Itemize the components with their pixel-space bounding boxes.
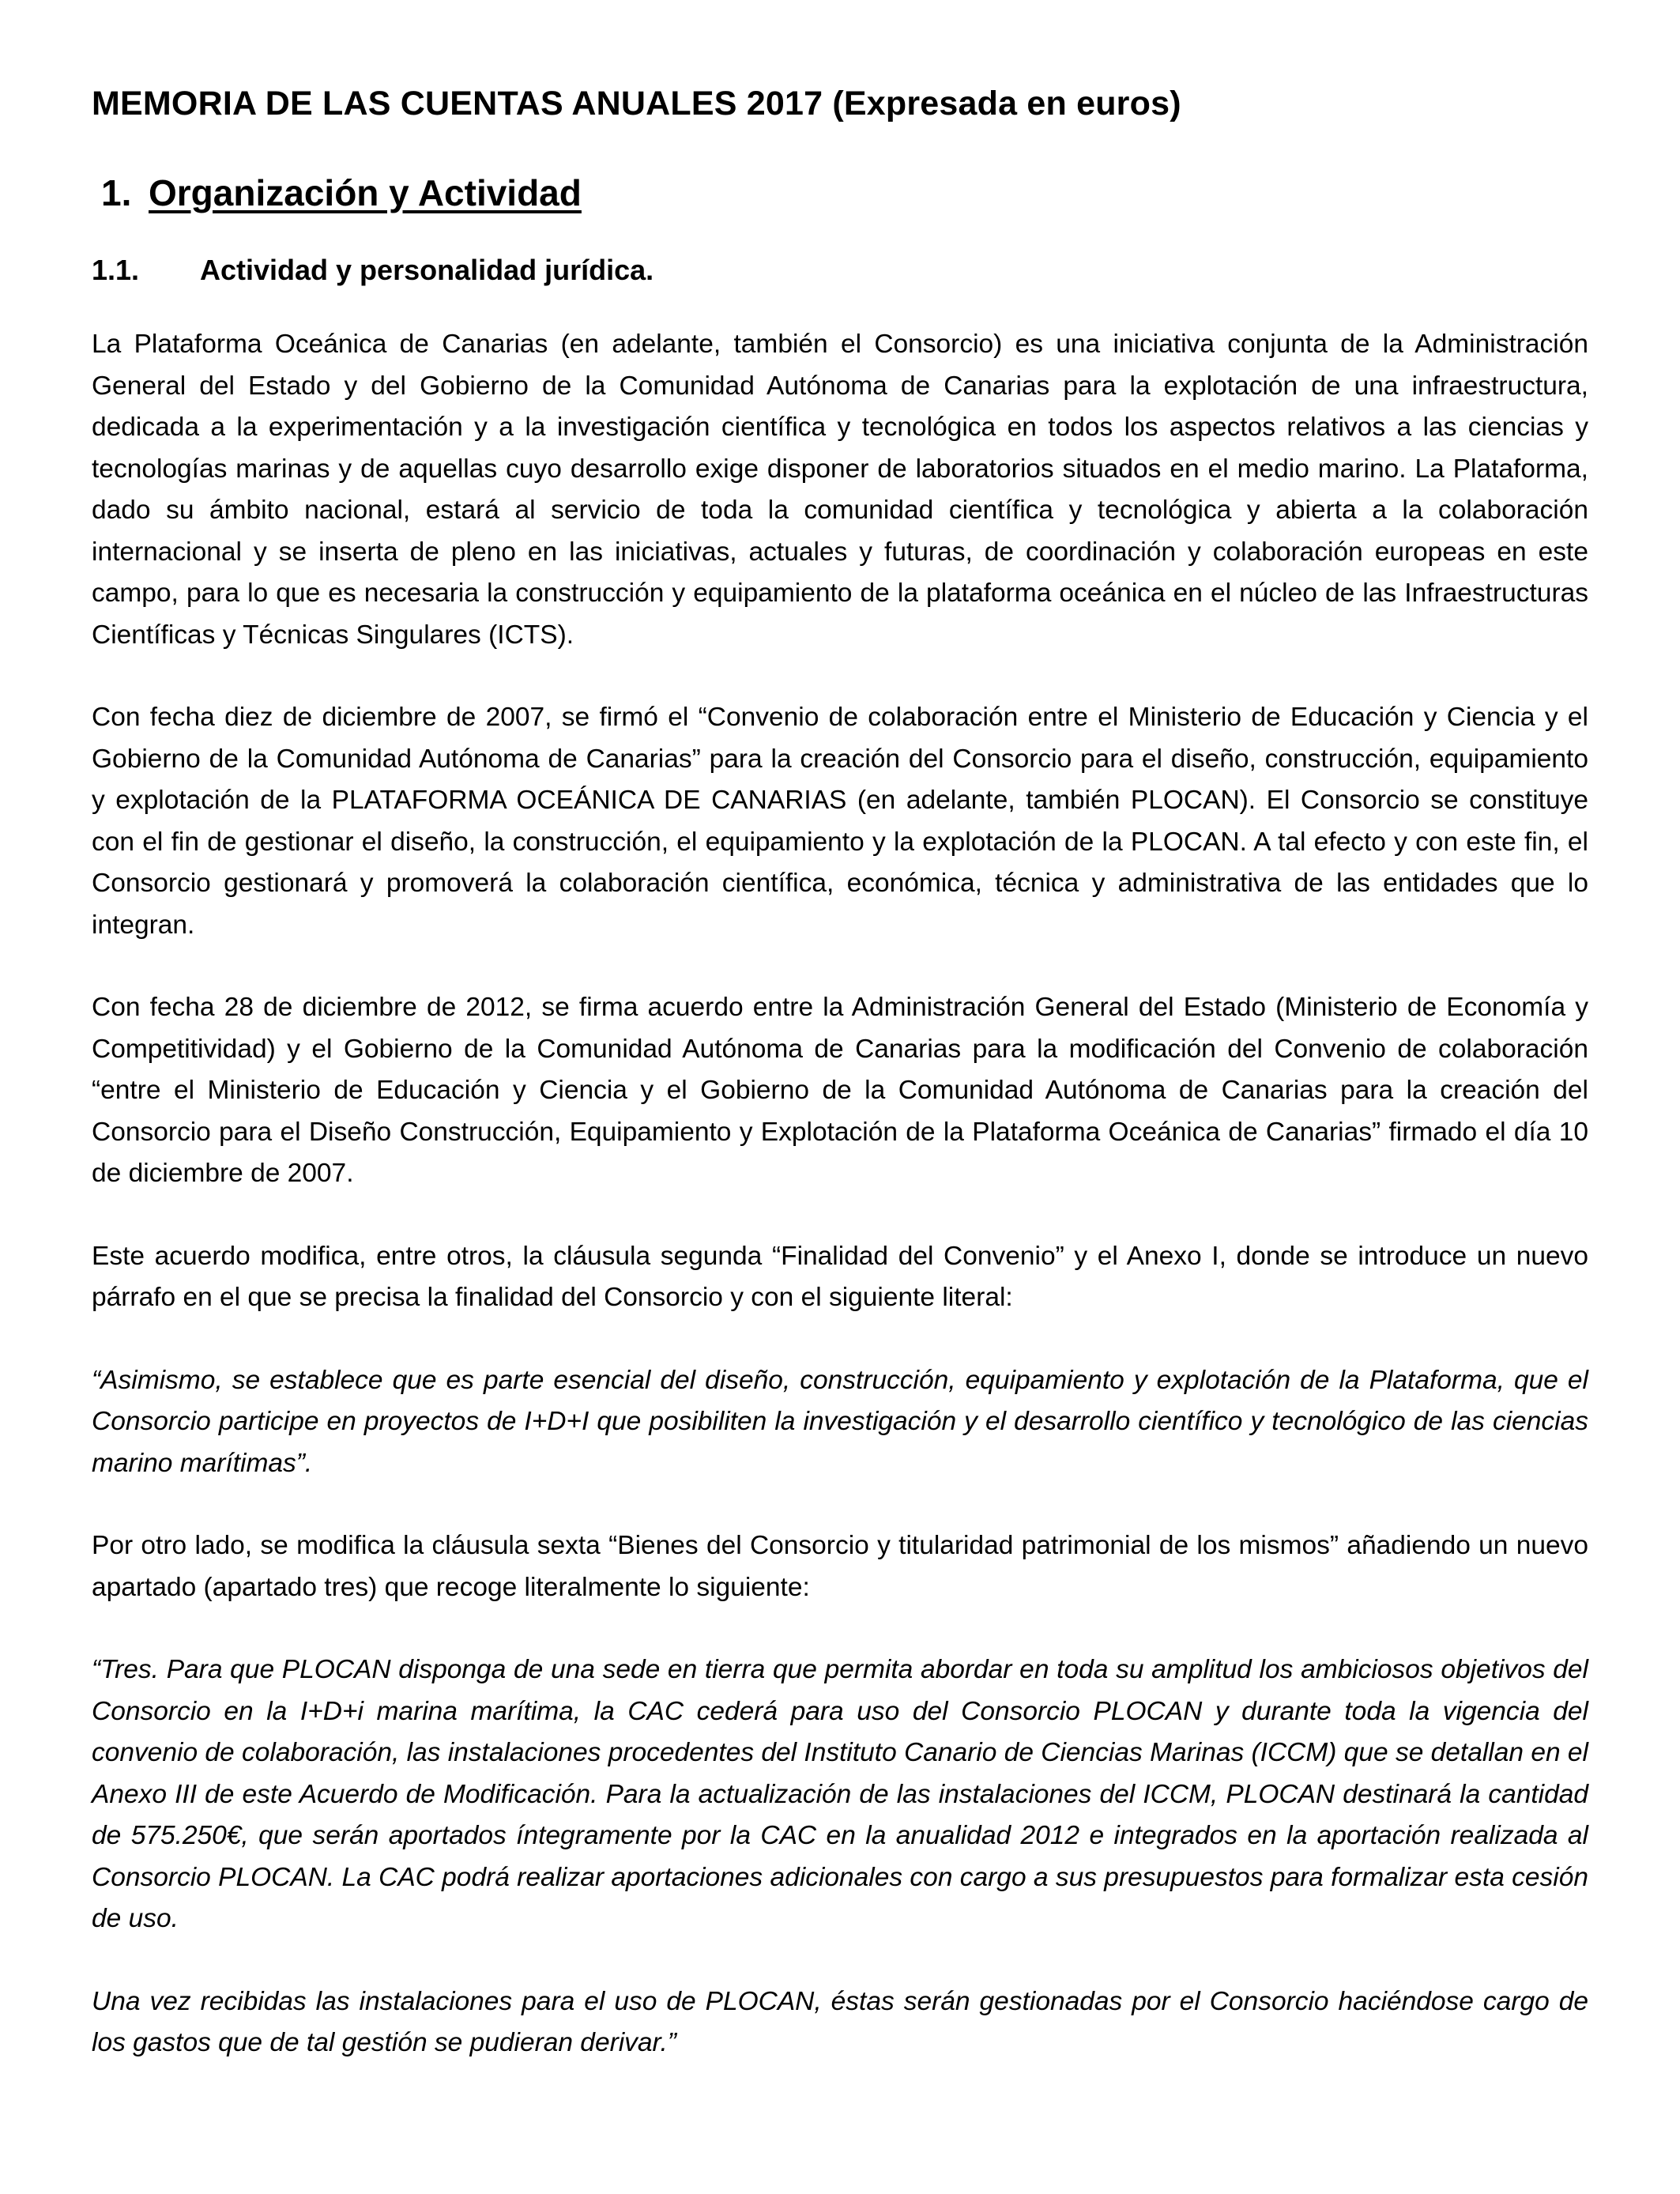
quote-finalidad: “Asimismo, se establece que es parte esencial del diseño, construcción, equipamiento y explotación de la Plataforma, que el Consorcio participe en proyectos de I+D+I que posibiliten la investigación y el desarrollo científico y tecnológico de las ciencias marino marítimas”. [92,1365,1588,1478]
subsection-heading [92,250,1588,291]
paragraph-convenio-2007: Con fecha diez de diciembre de 2007, se firmó el “Convenio de colaboración entre el Ministerio de Educación y Ciencia y el Gobierno de la Comunidad Autónoma de Canarias” para la creación del Consorcio para el diseño, construcción, equipamiento y explotación de la PLATAFORMA OCEÁNICA DE CANARIAS (en adelante, también PLOCAN). El Consorcio se constituye con el fin de gestionar el diseño, la construcción, el equipamiento y la explotación de la PLOCAN. A tal efecto y con este fin, el Consorcio gestionará y promoverá la colaboración científica, económica, técnica y administrativa de las entidades que lo integran. [92,703,1588,940]
section-heading [101,168,1588,218]
paragraph-clausula-sexta: Por otro lado, se modifica la cláusula sexta “Bienes del Consorcio y titularidad patrimonial de los mismos” añadiendo un nuevo apartado (apartado tres) que recoge literalmente lo siguiente: [92,1531,1588,1602]
paragraph-acuerdo-2012: Con fecha 28 de diciembre de 2012, se firma acuerdo entre la Administración General del Estado (Ministerio de Economía y Competitividad) y el Gobierno de la Comunidad Autónoma de Canarias para la modificación del Convenio de colaboración “entre el Ministerio de Educación y Ciencia y el Gobierno de la Comunidad Autónoma de Canarias para la creación del Consorcio para el Diseño Construcción, Equipamiento y Explotación de la Plataforma Oceánica de Canarias” firmado el día 10 de diciembre de 2007. [92,993,1588,1188]
paragraph-clausula-segunda: Este acuerdo modifica, entre otros, la cláusula segunda “Finalidad del Convenio” y el Anexo I, donde se introduce un nuevo párrafo en el que se precisa la finalidad del Consorcio y con el siguiente literal: [92,1241,1588,1312]
quote-tres: “Tres. Para que PLOCAN disponga de una sede en tierra que permita abordar en toda su amplitud los ambiciosos objetivos del Consorcio en la I+D+i marina marítima, la CAC cederá para uso del Consorcio PLOCAN y durante toda la vigencia del convenio de colaboración, las instalaciones procedentes del Instituto Canario de Ciencias Marinas (ICCM) que se detallan en el Anexo III de este Acuerdo de Modificación. Para la actualización de las instalaciones del ICCM, PLOCAN destinará la cantidad de 575.250€, que serán aportados íntegramente por la CAC en la anualidad 2012 e integrados en la aportación realizada al Consorcio PLOCAN. La CAC podrá realizar aportaciones adicionales con cargo a sus presupuestos para formalizar esta cesión de uso. [92,1655,1588,1933]
document-page [92,79,1588,2064]
subsection-title: Actividad y personalidad jurídica. [200,254,654,286]
document-title: MEMORIA DE LAS CUENTAS ANUALES 2017 (Expresada en euros) [92,85,1181,123]
subsection-number: 1.1. [92,254,140,286]
paragraph-intro: La Plataforma Oceánica de Canarias (en adelante, también el Consorcio) es una iniciativa conjunta de la Administración General del Estado y del Gobierno de la Comunidad Autónoma de Canarias para la explotación de una infraestructura, dedicada a la experimentación y a la investigación científica y tecnológica en todos los aspectos relativos a las ciencias y tecnologías marinas y de aquellas cuyo desarrollo exige disponer de laboratorios situados en el medio marino. La Plataforma, dado su ámbito nacional, estará al servicio de toda la comunidad científica y tecnológica y abierta a la colaboración internacional y se inserta de pleno en las iniciativas, actuales y futuras, de coordinación y colaboración europeas en este campo, para lo que es necesaria la construcción y equipamiento de la plataforma oceánica en el núcleo de las Infraestructuras Científicas y Técnicas Singulares (ICTS). [92,330,1588,650]
section-title: Organización y Actividad [149,172,582,213]
section-number: 1. [101,172,132,213]
quote-gestion: Una vez recibidas las instalaciones para el uso de PLOCAN, éstas serán gestionadas por el Consorcio haciéndose cargo de los gastos que de tal gestión se pudieran derivar.” [92,1986,1588,2057]
